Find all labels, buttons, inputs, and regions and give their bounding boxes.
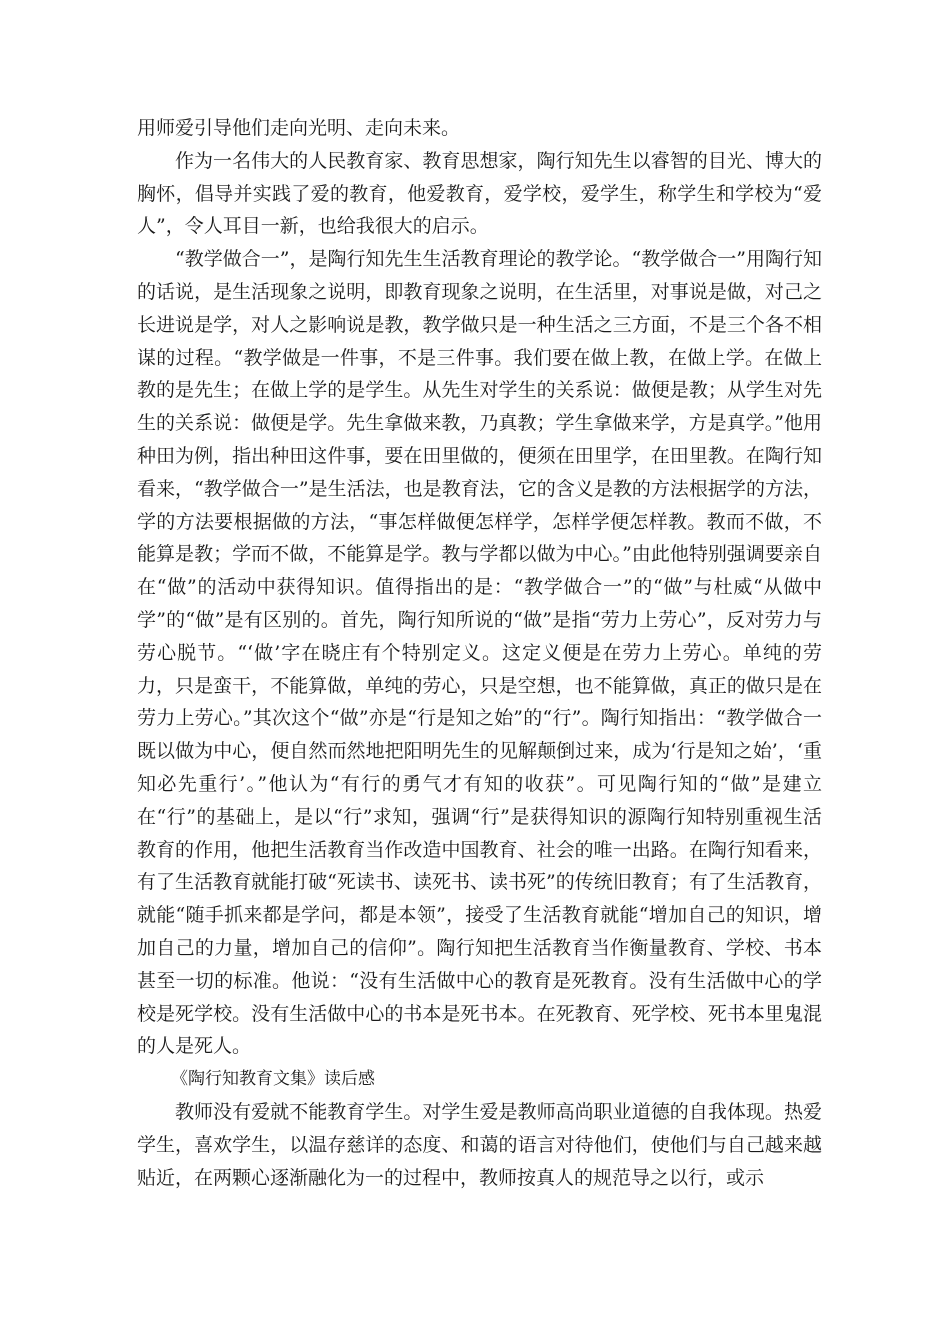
closing-paragraph: 教师没有爱就不能教育学生。对学生爱是教师高尚职业道德的自我体现。热爱学生，喜欢学生，以温存慈详的态度、和蔼的语言对待他们，使他们与自己越来越贴近，在两颗心逐渐融化为一的过程中，教师按真人的规范导之以行，或示: [137, 1100, 822, 1189]
section-title: 《陶行知教育文集》读后感: [171, 1069, 375, 1090]
paragraph-2: 作为一名伟大的人民教育家、教育思想家，陶行知先生以睿智的目光、博大的胸怀，倡导并实践了爱的教育，他爱教育，爱学校，爱学生，称学生和学校为“爱人”，令人耳目一新，也给我很大的启示。: [137, 149, 822, 238]
document-body: [137, 112, 822, 1194]
paragraph-1: 用师爱引导他们走向光明、走向未来。: [137, 117, 461, 139]
paragraph-3: “教学做合一”，是陶行知先生生活教育理论的教学论。“教学做合一”用陶行知的话说，是生活现象之说明，即教育现象之说明，在生活里，对事说是做，对己之长进说是学，对人之影响说是教，教学做只是一种生活之三方面，不是三个各不相谋的过程。“教学做是一件事，不是三件事。我们要在做上教，在做上学。在做上教的是先生；在做上学的是学生。从先生对学生的关系说：做便是教；从学生对先生的关系说：做便是学。先生拿做来教，乃真教；学生拿做来学，方是真学。”他用种田为例，指出种田这件事，要在田里做的，便须在田里学，在田里教。在陶行知看来，“教学做合一”是生活法，也是教育法，它的含义是教的方法根据学的方法，学的方法要根据做的方法，“事怎样做便怎样学，怎样学便怎样教。教而不做，不能算是教；学而不做，不能算是学。教与学都以做为中心。”由此他特别强调要亲自在“做”的活动中获得知识。值得指出的是：“教学做合一”的“做”与杜威“从做中学”的“做”是有区别的。首先，陶行知所说的“做”是指“劳力上劳心”，反对劳力与劳心脱节。“‘做’字在晓庄有个特别定义。这定义便是在劳力上劳心。单纯的劳力，只是蛮干，不能算做，单纯的劳心，只是空想，也不能算做，真正的做只是在劳力上劳心。”其次这个“做”亦是“行是知之始”的“行”。陶行知指出：“教学做合一既以做为中心，便自然而然地把阳明先生的见解颠倒过来，成为‘行是知之始’，‘重知必先重行’。”他认为“有行的勇气才有知的收获”。可见陶行知的“做”是建立在“行”的基础上，是以“行”求知，强调“行”是获得知识的源陶行知特别重视生活教育的作用，他把生活教育当作改造中国教育、社会的唯一出路。在陶行知看来，有了生活教育就能打破“死读书、读死书、读书死”的传统旧教育；有了生活教育，就能“随手抓来都是学问，都是本领”，接受了生活教育就能“增加自己的知识，增加自己的力量，增加自己的信仰”。陶行知把生活教育当作衡量教育、学校、书本甚至一切的标准。他说：“没有生活做中心的教育是死教育。没有生活做中心的学校是死学校。没有生活做中心的书本是死书本。在死教育、死学校、死书本里鬼混的人是死人。: [137, 248, 822, 1058]
